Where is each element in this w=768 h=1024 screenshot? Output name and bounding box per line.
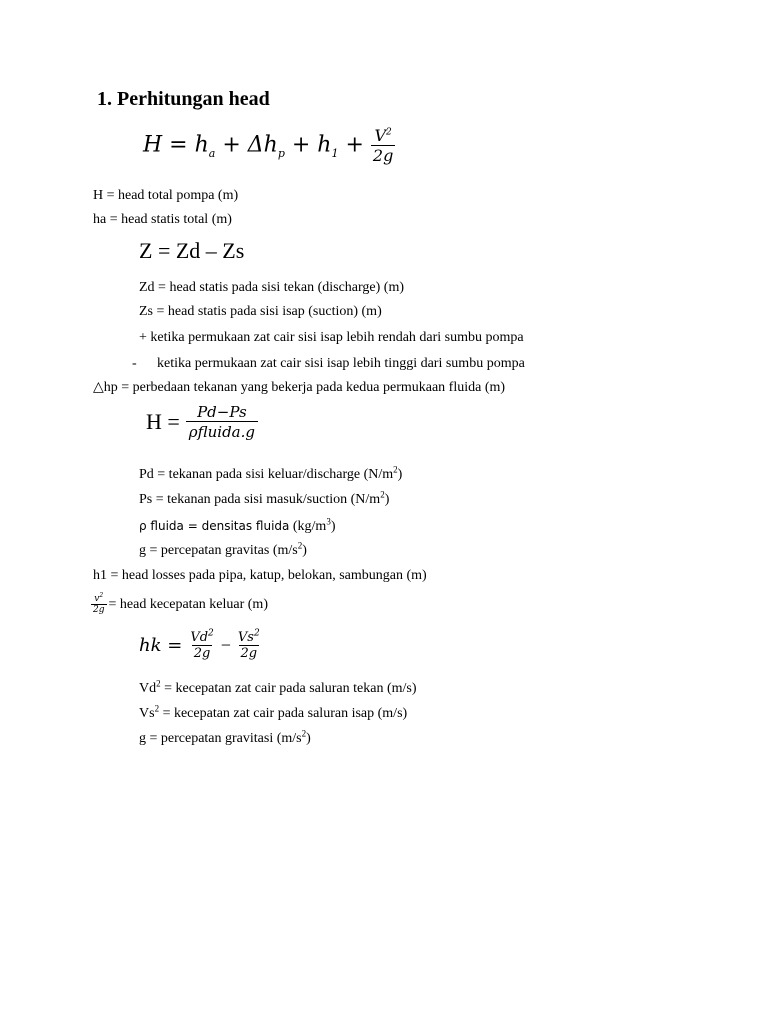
eq-subscript: p (277, 146, 285, 160)
def-vs (139, 703, 408, 722)
frac-numerator: V (374, 126, 387, 145)
frac-sup: 2 (99, 592, 104, 599)
eq-term: Δh (247, 132, 278, 158)
eq-term: h (194, 132, 209, 158)
def-g1-text: g = percepatan gravitas (m/s (139, 543, 298, 558)
small-velocity-fraction (91, 594, 107, 615)
hk-fraction-vd (188, 630, 215, 661)
def-g1-end: ) (302, 543, 307, 558)
z-equation: Z = Zd – Zs (139, 238, 245, 263)
def-pd (139, 464, 403, 483)
frac-numerator: Pd−Ps (197, 403, 247, 421)
def-pd-text: Pd = tekanan pada sisi keluar/discharge (N/m (139, 467, 394, 482)
def-rho (139, 518, 336, 535)
eq-subscript: 1 (331, 146, 339, 160)
def-ps (139, 489, 390, 508)
eq-term: h (317, 132, 332, 158)
unit-sup: 2 (393, 464, 398, 475)
def-vs-text: = kecepatan zat cair pada saluran isap (m/s) (159, 706, 408, 721)
unit-sup: 3 (326, 516, 331, 527)
frac-sup: 2 (253, 628, 260, 639)
unit-sup: 2 (154, 703, 160, 714)
def-dhp: △hp = perbedaan tekanan yang bekerja pada kedua permukaan fluida (m) (93, 380, 506, 395)
velocity-fraction (371, 126, 395, 165)
def-velocity-head (91, 594, 268, 615)
def-ps-text: Ps = tekanan pada sisi masuk/suction (N/m (139, 492, 381, 507)
note-minus-marker: - (132, 356, 137, 371)
main-head-equation: $H = h_a + \Delta h_p + h_1$ + $\frac{V^2}{2g}$ (143, 126, 394, 165)
unit-sup: 2 (301, 728, 307, 739)
def-g1 (139, 540, 307, 559)
section-heading: 1. Perhitungan head (97, 88, 270, 110)
def-rho-unit: (kg/m (289, 519, 327, 534)
eq-lhs: H (143, 132, 163, 158)
frac-numerator: Vs (237, 630, 254, 645)
frac-denominator: 2g (372, 146, 394, 165)
def-g2 (139, 728, 311, 747)
frac-numerator: Vd (190, 630, 209, 645)
def-ha: ha = head statis total (m) (93, 212, 232, 227)
frac-denominator: ρfluida.g (186, 421, 258, 441)
frac-denominator: 2g (193, 646, 211, 661)
def-g2-text: g = percepatan gravitasi (m/s (139, 731, 302, 746)
eq-lhs: H = (146, 409, 180, 434)
note-minus: ketika permukaan zat cair sisi isap lebih tinggi dari sumbu pompa (157, 356, 525, 371)
frac-sup: 2 (208, 628, 214, 639)
pressure-fraction (186, 403, 258, 441)
hk-fraction-vs (236, 630, 262, 661)
hk-equation (139, 630, 262, 661)
def-zd: Zd = head statis pada sisi tekan (discharge) (m) (139, 280, 405, 295)
eq-subscript: a (208, 146, 216, 160)
frac-numerator: v (94, 594, 100, 604)
def-pd-end: ) (397, 467, 403, 482)
def-rho-end: ) (330, 519, 336, 534)
def-velocity-text: = head kecepatan keluar (m) (108, 596, 268, 612)
def-vd (139, 678, 417, 697)
unit-sup: 2 (297, 540, 303, 551)
unit-sup: 2 (156, 678, 161, 689)
minus-operator: − (220, 635, 231, 655)
def-h: H = head total pompa (m) (93, 188, 239, 203)
def-vs-symbol: Vs (139, 706, 155, 721)
eq-lhs: hk = (139, 635, 183, 656)
def-g2-end: ) (306, 731, 311, 746)
def-ps-end: ) (384, 492, 390, 507)
unit-sup: 2 (380, 489, 385, 500)
note-plus: + ketika permukaan zat cair sisi isap lebih rendah dari sumbu pompa (139, 330, 524, 345)
pressure-head-equation (146, 403, 258, 441)
frac-sup: 2 (386, 127, 392, 138)
def-rho-text: ρ fluida = densitas fluida (139, 519, 290, 533)
frac-denominator: 2g (240, 646, 258, 661)
def-zs: Zs = head statis pada sisi isap (suction) (m) (139, 304, 382, 319)
def-vd-text: = kecepatan zat cair pada saluran tekan (m/s) (160, 681, 417, 696)
def-vd-symbol: Vd (139, 681, 157, 696)
def-h1: h1 = head losses pada pipa, katup, belokan, sambungan (m) (93, 568, 427, 583)
frac-denominator: 2g (93, 605, 105, 615)
